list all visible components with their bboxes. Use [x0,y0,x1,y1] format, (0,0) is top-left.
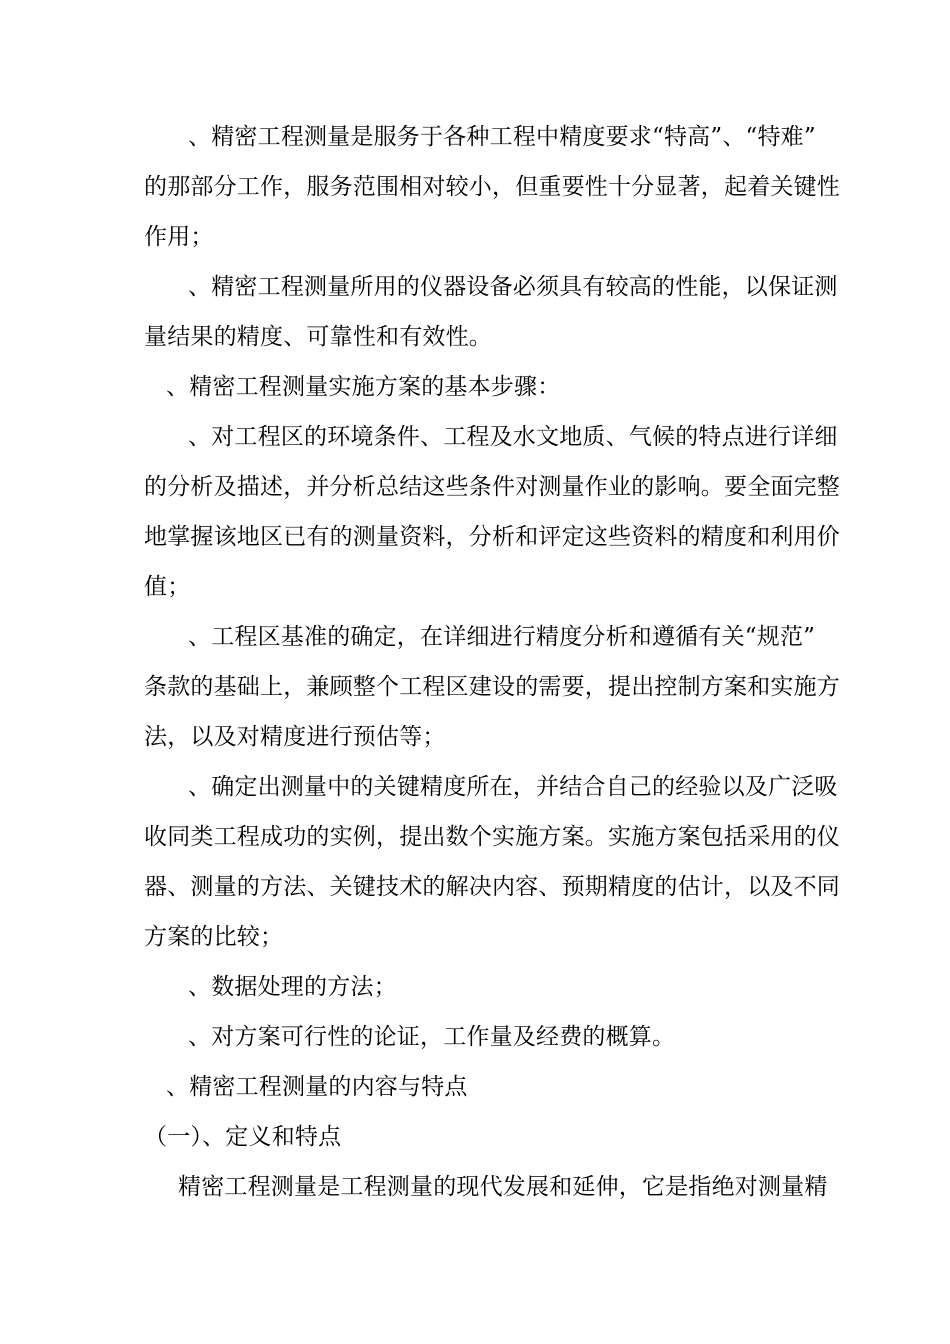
section-heading-content: 、精密工程测量的内容与特点 [166,1074,468,1100]
text-line-15: 收同类工程成功的实例，提出数个实施方案。实施方案包括采用的仪 [144,824,840,850]
text-line-17: 方案的比较； [144,924,284,950]
text-line-18: 、数据处理的方法； [188,974,397,1000]
text-line-10: 值； [144,574,191,600]
text-line-2: 的那部分工作，服务范围相对较小，但重要性十分显著，起着关键性 [144,174,840,200]
text-line-7: 、对工程区的环境条件、工程及水文地质、气候的特点进行详细 [188,424,838,450]
text-line-14: 、确定出测量中的关键精度所在，并结合自己的经验以及广泛吸 [188,774,838,800]
text-line-9: 地掌握该地区已有的测量资料，分析和评定这些资料的精度和利用价 [144,524,840,550]
text-line-1: 、精密工程测量是服务于各种工程中精度要求“特高”、“特难” [188,124,816,150]
text-line-11: 、工程区基准的确定，在详细进行精度分析和遵循有关“规范” [188,624,816,650]
subsection-heading-definition: （一）、定义和特点 [144,1124,342,1150]
section-heading-steps: 、精密工程测量实施方案的基本步骤： [166,374,561,400]
text-line-3: 作用； [144,224,214,250]
text-line-19: 、对方案可行性的论证，工作量及经费的概算。 [188,1024,676,1050]
text-line-12: 条款的基础上，兼顾整个工程区建设的需要，提出控制方案和实施方 [144,674,840,700]
text-line-16: 器、测量的方法、关键技术的解决内容、预期精度的估计，以及不同 [144,874,840,900]
text-line-5: 量结果的精度、可靠性和有效性。 [144,324,492,350]
text-line-22: 精密工程测量是工程测量的现代发展和延伸，它是指绝对测量精 [178,1174,828,1200]
text-line-4: 、精密工程测量所用的仪器设备必须具有较高的性能，以保证测 [188,274,838,300]
text-line-13: 法，以及对精度进行预估等； [144,724,446,750]
text-line-8: 的分析及描述，并分析总结这些条件对测量作业的影响。要全面完整 [144,474,840,500]
